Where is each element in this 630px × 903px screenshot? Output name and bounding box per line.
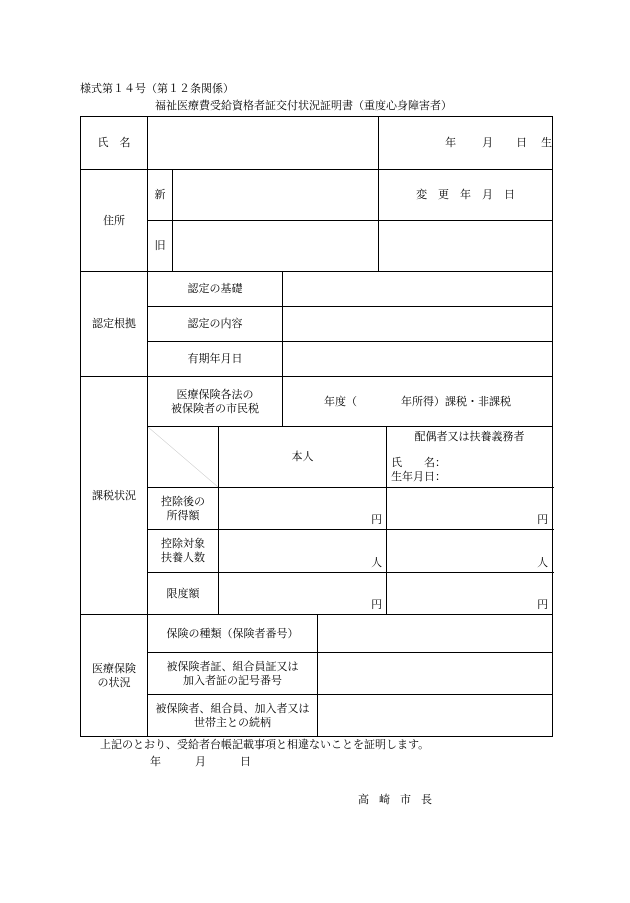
- insurance-card-label-line2: 加入者証の記号番号: [183, 673, 282, 687]
- address-new-field[interactable]: [173, 170, 379, 221]
- insurance-status-label-line2: の状況: [97, 675, 131, 689]
- income-label-line2: 所得額: [166, 508, 200, 522]
- self-column-header: 本人: [219, 427, 387, 488]
- resident-tax-label: [148, 377, 283, 427]
- address-old-label: 旧: [148, 221, 173, 272]
- dependents-row: [81, 530, 553, 573]
- cert-content-field[interactable]: [283, 307, 553, 342]
- insurance-type-label: 保険の種類（保険者番号）: [148, 615, 318, 653]
- insurance-relation-field[interactable]: [318, 695, 553, 737]
- insurance-type-row: [81, 615, 553, 653]
- tax-fiscal-year-field[interactable]: 年度（ 年所得）課税・非課税: [283, 377, 553, 427]
- certification-statement: 上記のとおり、受給者台帳記載事項と相違ないことを証明します。: [100, 738, 430, 751]
- self-income-field[interactable]: 円: [219, 488, 387, 530]
- self-dependents-field[interactable]: 人: [219, 530, 387, 573]
- birth-month-label: 月: [482, 136, 494, 149]
- limit-label: 限度額: [148, 573, 219, 615]
- certification-label: 認定根拠: [81, 272, 148, 377]
- dependents-label-line2: 扶養人数: [161, 551, 205, 564]
- cert-basis-label: 認定の基礎: [148, 272, 283, 307]
- insurance-card-label: [148, 653, 318, 695]
- cert-basis-field[interactable]: [283, 272, 553, 307]
- spouse-column-header: [387, 427, 553, 488]
- spouse-dependents-field[interactable]: 人: [387, 530, 553, 573]
- birth-suffix-label: 生: [541, 136, 553, 149]
- insurance-relation-label: [148, 695, 318, 737]
- address-new-row: [81, 170, 553, 221]
- cert-content-label: 認定の内容: [148, 307, 283, 342]
- insurance-relation-row: [81, 695, 553, 737]
- name-field[interactable]: [148, 117, 379, 170]
- cert-expiry-field[interactable]: [283, 342, 553, 377]
- address-label: 住所: [81, 170, 148, 272]
- insurance-status-label-line1: 医療保険: [92, 661, 136, 675]
- self-limit-field[interactable]: 円: [219, 573, 387, 615]
- insurance-relation-label-line1: 被保険者、組合員、加入者又は: [155, 701, 310, 715]
- spouse-birth-label: 生年月日：: [391, 470, 447, 483]
- insurance-card-field[interactable]: [318, 653, 553, 695]
- address-old-row: [81, 221, 553, 272]
- insurance-status-label: [81, 615, 148, 737]
- date-day-label: 日: [240, 755, 251, 768]
- spouse-income-field[interactable]: 円: [387, 488, 553, 530]
- birth-year-label: 年: [445, 136, 457, 149]
- certificate-form-table: [80, 116, 553, 737]
- tax-header-row: [81, 427, 553, 488]
- issuer-city-mayor: 高崎市長: [358, 793, 442, 806]
- spouse-header-title: 配偶者又は扶養義務者: [414, 430, 525, 443]
- resident-tax-row: [81, 377, 553, 427]
- form-number: 様式第１４号（第１２条関係）: [80, 82, 234, 95]
- limit-row: [81, 573, 553, 615]
- address-old-field[interactable]: [173, 221, 379, 272]
- resident-tax-label-line2: 被保険者の市民税: [171, 401, 259, 415]
- address-new-label: 新: [148, 170, 173, 221]
- dependents-label-line1: 控除対象: [161, 537, 205, 550]
- certification-date[interactable]: [150, 755, 273, 768]
- insurance-card-row: [81, 653, 553, 695]
- address-change-date-label: 変 更 年 月 日: [379, 170, 553, 221]
- resident-tax-label-line1: 医療保険各法の: [176, 387, 254, 401]
- income-row: [81, 488, 553, 530]
- address-change-date-field[interactable]: [379, 221, 553, 272]
- diagonal-header-cell: [148, 427, 219, 488]
- diagonal-line: [148, 427, 218, 487]
- date-month-label: 月: [195, 755, 206, 768]
- cert-content-row: [81, 307, 553, 342]
- spouse-limit-field[interactable]: 円: [387, 573, 553, 615]
- cert-expiry-row: [81, 342, 553, 377]
- spouse-name-label: 氏 名：: [391, 456, 447, 469]
- insurance-card-label-line1: 被保険者証、組合員証又は: [166, 659, 299, 673]
- date-year-label: 年: [150, 755, 161, 768]
- name-label: 氏 名: [81, 117, 148, 170]
- income-label-line1: 控除後の: [161, 494, 205, 508]
- insurance-type-field[interactable]: [318, 615, 553, 653]
- dependents-label: [148, 530, 219, 573]
- birth-date-field[interactable]: [379, 117, 553, 170]
- name-row: [81, 117, 553, 170]
- insurance-relation-label-line2: 世帯主との続柄: [194, 715, 271, 729]
- tax-status-label: 課税状況: [81, 377, 148, 615]
- document-title: 福祉医療費受給資格者証交付状況証明書（重度心身障害者）: [155, 99, 452, 112]
- birth-day-label: 日: [516, 136, 528, 149]
- cert-expiry-label: 有期年月日: [148, 342, 283, 377]
- cert-basis-row: [81, 272, 553, 307]
- income-label: [148, 488, 219, 530]
